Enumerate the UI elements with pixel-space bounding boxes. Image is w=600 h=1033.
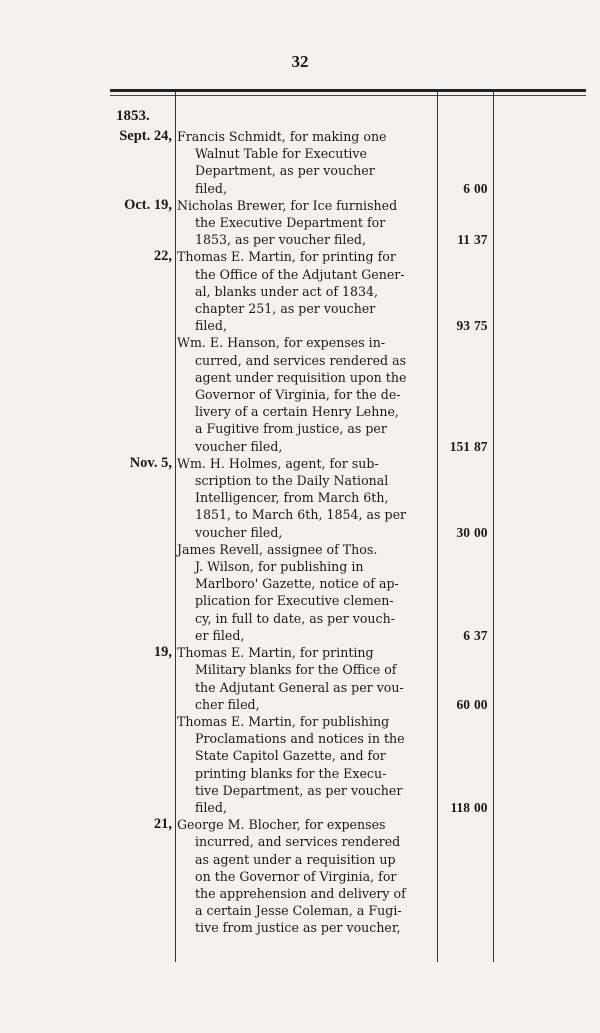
entry-description-line: the apprehension and delivery of	[195, 885, 406, 901]
entry-description-line: Thomas E. Martin, for printing for	[177, 249, 396, 265]
entry-description-line: Governor of Virginia, for the de-	[195, 387, 401, 403]
entry-description	[177, 455, 435, 541]
entry-description-line: on the Governor of Virginia, for	[195, 868, 397, 884]
amount-dollars: 118	[450, 800, 470, 816]
amount-dollars: 93	[456, 318, 470, 334]
entry-description-line: the Office of the Adjutant Gener-	[195, 266, 405, 282]
entry-description-line: James Revell, assignee of Thos.	[177, 541, 378, 557]
amount-dollars: 30	[456, 524, 470, 540]
ledger-entry	[0, 455, 600, 541]
entry-description-line: Thomas E. Martin, for publishing	[177, 713, 390, 729]
entry-description-line: Wm. H. Holmes, agent, for sub-	[177, 455, 379, 471]
entry-description-line: George M. Blocher, for expenses	[177, 817, 386, 833]
entry-description	[177, 541, 435, 644]
entry-description-line: 1853, as per voucher filed,	[195, 232, 366, 248]
entry-description-line: the Adjutant General as per vou-	[195, 679, 404, 695]
amount-cents: 87	[474, 438, 488, 454]
amount-cents: 37	[474, 628, 488, 644]
entry-description-line: printing blanks for the Execu-	[195, 765, 387, 781]
entry-amount	[438, 697, 492, 713]
entry-description-line: as agent under a requisition up	[195, 851, 396, 867]
entry-amount	[438, 439, 492, 455]
entry-date: Oct. 19,	[124, 196, 172, 213]
entry-date: Nov. 5,	[129, 454, 172, 471]
entry-description-line: filed,	[195, 180, 227, 196]
entry-description-line: Wm. E. Hanson, for expenses in-	[177, 335, 386, 351]
amount-cents: 00	[474, 180, 488, 196]
entry-description-line: Proclamations and notices in the	[195, 731, 405, 747]
entry-amount	[438, 525, 492, 541]
entry-amount	[438, 921, 492, 937]
ledger-entry	[0, 128, 600, 197]
ledger-entry	[0, 334, 600, 454]
entry-description-line: Thomas E. Martin, for printing	[177, 645, 374, 661]
entry-description	[177, 248, 435, 334]
entry-date: 22,	[153, 248, 172, 265]
entry-description-line: Walnut Table for Executive	[195, 146, 367, 162]
amount-cents: 75	[474, 318, 488, 334]
top-rule-thin	[110, 95, 586, 96]
ledger-entry	[0, 248, 600, 334]
amount-cents: 00	[474, 696, 488, 712]
entry-amount	[438, 181, 492, 197]
amount-dollars: 11	[457, 232, 470, 248]
entry-description-line: agent under requisition upon the	[195, 369, 407, 385]
entry-amount	[438, 800, 492, 816]
entry-description-line: Military blanks for the Office of	[195, 662, 397, 678]
entry-description	[177, 644, 435, 713]
entry-description-line: a certain Jesse Coleman, a Fugi-	[195, 903, 402, 919]
entry-description-line: livery of a certain Henry Lehne,	[195, 404, 399, 420]
amount-dollars: 151	[449, 438, 470, 454]
entry-description-line: a Fugitive from justice, as per	[195, 421, 387, 437]
entry-description	[177, 334, 435, 454]
entry-amount	[438, 318, 492, 334]
entry-description	[177, 197, 435, 249]
entry-description-line: 1851, to March 6th, 1854, as per	[195, 507, 407, 523]
entry-date: 21,	[153, 816, 172, 833]
entry-description-line: State Capitol Gazette, and for	[195, 748, 386, 764]
amount-dollars: 6	[463, 180, 470, 196]
amount-cents: 00	[474, 800, 488, 816]
entry-description-line: scription to the Daily National	[195, 473, 389, 489]
top-rule	[110, 89, 586, 92]
entry-description-line: plication for Executive clemen-	[195, 593, 394, 609]
entry-description-line: cher filed,	[195, 696, 260, 712]
entry-description-line: incurred, and services rendered	[195, 834, 401, 850]
entry-description-line: voucher filed,	[195, 524, 283, 540]
entry-amount	[438, 232, 492, 248]
page-number: 32	[291, 52, 309, 71]
entry-amount	[438, 628, 492, 644]
entry-description-line: Department, as per voucher	[195, 163, 375, 179]
ledger-entries	[0, 128, 600, 937]
ledger-entry	[0, 644, 600, 713]
entry-description-line: Francis Schmidt, for making one	[177, 129, 387, 144]
entry-description	[177, 128, 435, 197]
amount-dollars: 60	[456, 696, 470, 712]
entry-date: Sept. 24,	[119, 128, 172, 144]
ledger-entry	[0, 713, 600, 816]
entry-description-line: er filed,	[195, 627, 245, 643]
entry-description	[177, 816, 435, 936]
ledger-entry	[0, 816, 600, 936]
entry-description-line: filed,	[195, 799, 227, 815]
entry-description-line: chapter 251, as per voucher	[195, 301, 376, 317]
entry-description-line: al, blanks under act of 1834,	[195, 283, 379, 299]
entry-description-line: cy, in full to date, as per vouch-	[195, 610, 395, 626]
entry-description-line: Nicholas Brewer, for Ice furnished	[177, 197, 398, 213]
entry-description-line: the Executive Department for	[195, 215, 386, 231]
entry-description-line: tive from justice as per voucher,	[195, 920, 401, 936]
amount-cents: 00	[474, 524, 488, 540]
ledger-entry	[0, 197, 600, 249]
amount-cents: 37	[474, 232, 488, 248]
entry-description-line: tive Department, as per voucher	[195, 782, 403, 798]
entry-description-line: filed,	[195, 318, 227, 334]
entry-date: 19,	[153, 644, 172, 661]
amount-dollars: 6	[463, 628, 470, 644]
entry-description-line: J. Wilson, for publishing in	[195, 559, 364, 575]
entry-description-line: Marlboro' Gazette, notice of ap-	[195, 576, 399, 592]
entry-description-line: curred, and services rendered as	[195, 352, 407, 368]
entry-description-line: Intelligencer, from March 6th,	[195, 490, 389, 506]
year-heading: 1853.	[116, 108, 150, 124]
entry-description	[177, 713, 435, 816]
entry-description-line: voucher filed,	[195, 438, 283, 454]
ledger-entry	[0, 541, 600, 644]
